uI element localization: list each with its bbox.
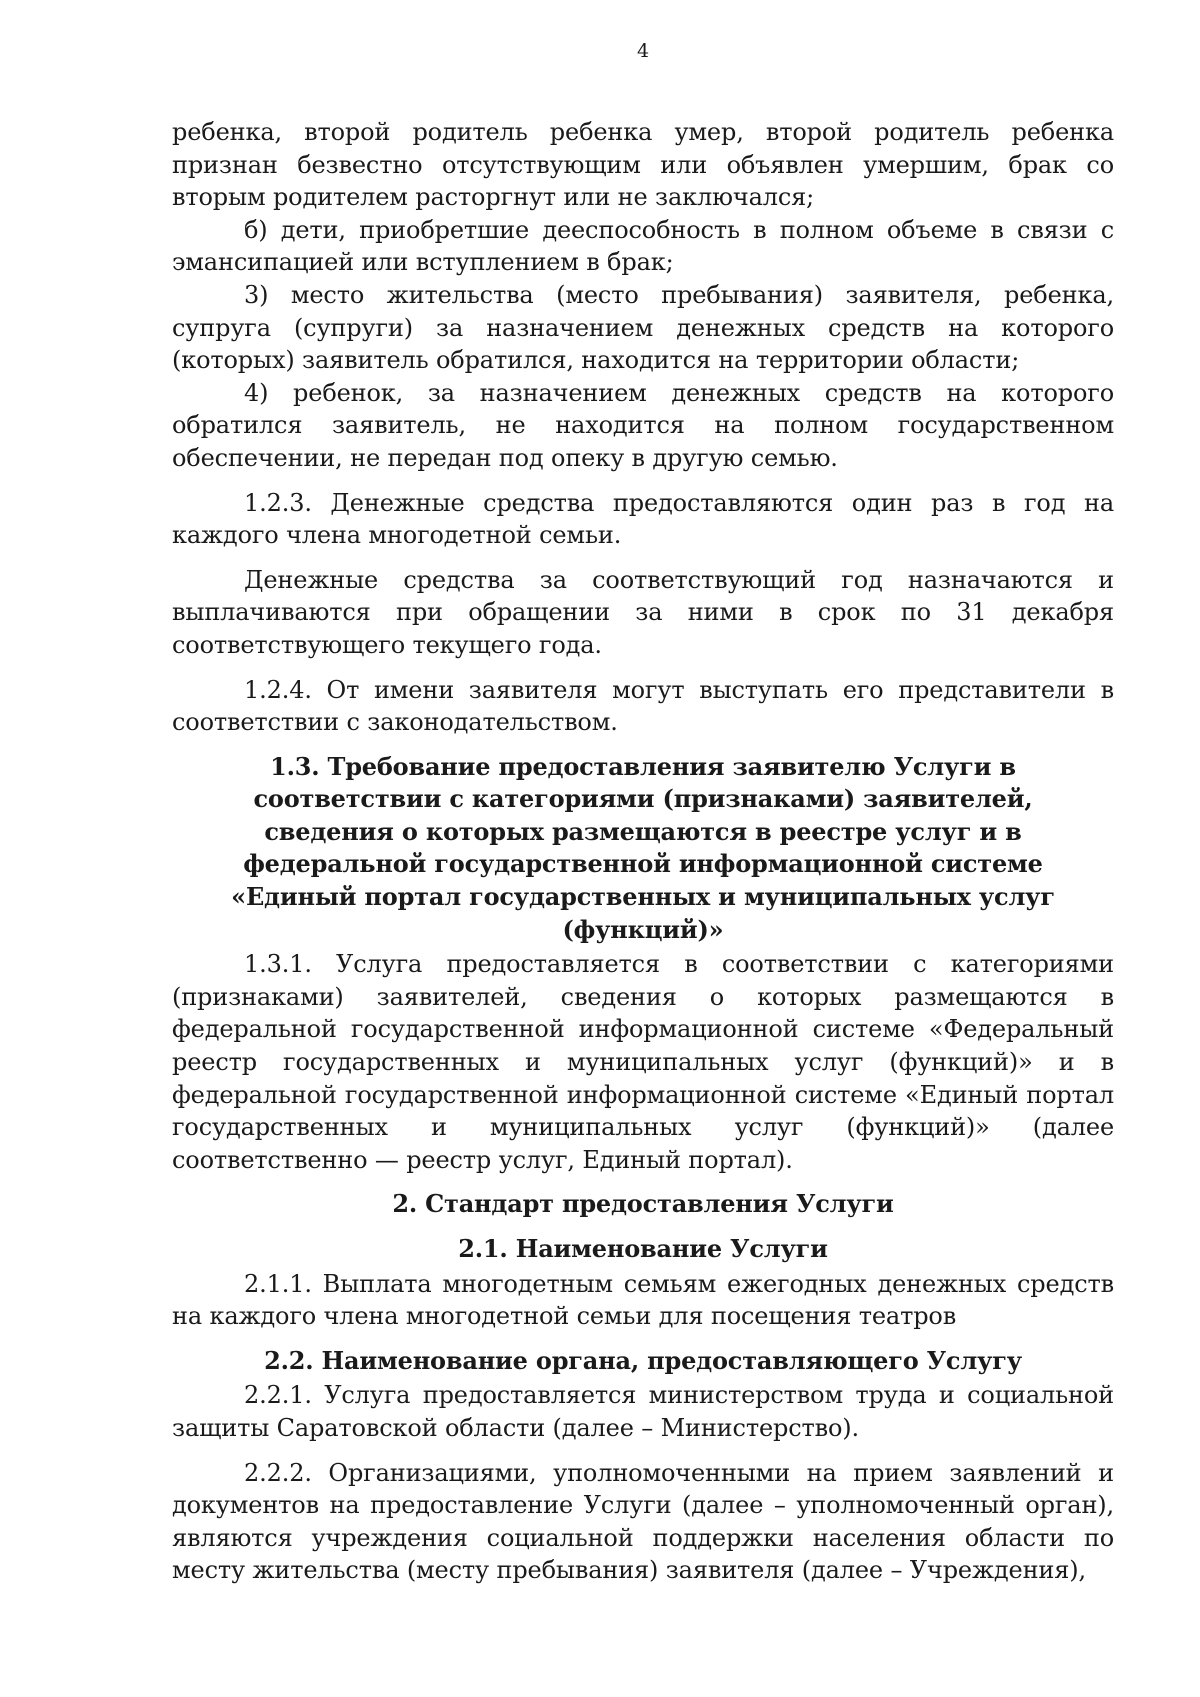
heading-2: 2. Стандарт предоставления Услуги bbox=[392, 1189, 894, 1219]
paragraph-2-2-1: 2.2.1. Услуга предоставляется министерством труда и социальной защиты Саратовской области (далее – Министерство). bbox=[172, 1381, 1114, 1442]
paragraph-item-3: 3) место жительства (место пребывания) заявителя, ребенка, супруга (супруги) за назначением денежных средств на которого (которых) заявитель обратился, находится на территории области; bbox=[172, 280, 1114, 375]
heading-2-1: 2.1. Наименование Услуги bbox=[458, 1234, 828, 1263]
heading-1-3: 1.3. Требование предоставления заявителю Услуги в соответствии с категориями (признаками) заявителей, сведения о которых размещаются в реестре услуг и в федеральной государственной информационной системе «Единый портал государственных и муниципальных услуг (функций)» bbox=[231, 751, 1055, 944]
page-number: 4 bbox=[636, 40, 650, 62]
paragraph-1-3-1: 1.3.1. Услуга предоставляется в соответствии с категориями (признаками) заявителей, сведения о которых размещаются в федеральной государственной информационной системе «Федеральный реестр государственных и муниципальных услуг (функций)» и в федеральной государственной информационной системе «Единый портал государственных и муниципальных услуг (функций)» (далее соответственно — реестр услуг, Единый портал). bbox=[172, 950, 1114, 1174]
paragraph-item-b: б) дети, приобретшие дееспособность в полном объеме в связи с эмансипацией или вступлением в брак; bbox=[172, 215, 1114, 277]
paragraph-1-2-3: 1.2.3. Денежные средства предоставляются один раз в год на каждого члена многодетной семьи. bbox=[172, 488, 1114, 550]
paragraph-payment-term: Денежные средства за соответствующий год назначаются и выплачиваются при обращении за ними в срок по 31 декабря соответствующего текущего года. bbox=[172, 565, 1114, 659]
paragraph-2-1-1: 2.1.1. Выплата многодетным семьям ежегодных денежных средств на каждого члена многодетной семьи для посещения театров bbox=[172, 1269, 1114, 1331]
paragraph-1-2-4: 1.2.4. От имени заявителя могут выступать его представители в соответствии с законодательством. bbox=[172, 675, 1114, 737]
paragraph-2-2-2: 2.2.2. Организациями, уполномоченными на прием заявлений и документов на предоставление Услуги (далее – уполномоченный орган), являются учреждения социальной поддержки населения области по месту жительства (месту пребывания) заявителя (далее – Учреждения), bbox=[172, 1458, 1114, 1585]
heading-2-2: 2.2. Наименование органа, предоставляющего Услугу bbox=[264, 1345, 1022, 1375]
paragraph-continuation: ребенка, второй родитель ребенка умер, второй родитель ребенка признан безвестно отсутствующим или объявлен умершим, брак со вторым родителем расторгнут или не заключался; bbox=[172, 118, 1114, 212]
document-page bbox=[172, 36, 1114, 1587]
paragraph-item-4: 4) ребенок, за назначением денежных средств на которого обратился заявитель, не находится на полном государственном обеспечении, не передан под опеку в другую семью. bbox=[172, 378, 1114, 472]
